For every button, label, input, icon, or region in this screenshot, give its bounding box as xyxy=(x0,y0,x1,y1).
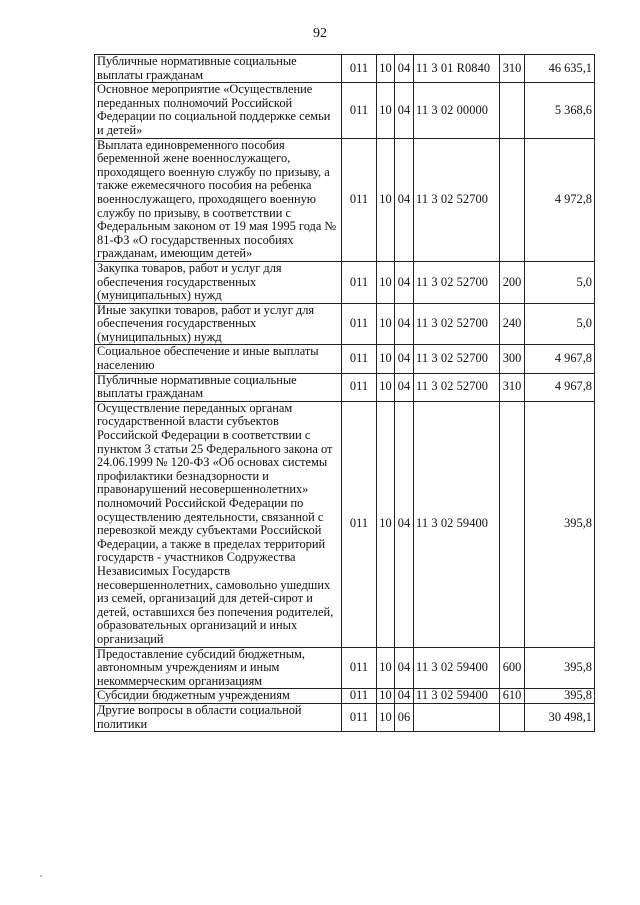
subsection-code: 04 xyxy=(395,401,414,647)
table-row xyxy=(95,345,595,373)
row-name: Основное мероприятие «Осуществление переданных полномочий Российской Федерации по социальной поддержке семьи и детей» xyxy=(95,83,342,138)
section-code: 10 xyxy=(377,647,395,689)
row-name: Выплата единовременного пособия беременной жене военнослужащего, проходящего военную службу по призыву, а также ежемесячного пособия на ребенка военнослужащего, проходящего военную службу по призыву, в соответствии с Федеральным законом от 19 мая 1995 года № 81-ФЗ «О государственных пособиях гражданам, имеющим детей» xyxy=(95,138,342,261)
amount: 46 635,1 xyxy=(525,55,595,83)
target-article-code: 11 3 02 52700 xyxy=(414,373,500,401)
subsection-code: 04 xyxy=(395,261,414,303)
target-article-code: 11 3 02 59400 xyxy=(414,689,500,704)
table-row xyxy=(95,703,595,731)
amount: 4 972,8 xyxy=(525,138,595,261)
row-name: Иные закупки товаров, работ и услуг для обеспечения государственных (муниципальных) нужд xyxy=(95,303,342,345)
amount: 4 967,8 xyxy=(525,373,595,401)
ministry-code: 011 xyxy=(342,703,377,731)
subsection-code: 04 xyxy=(395,55,414,83)
ministry-code: 011 xyxy=(342,345,377,373)
ministry-code: 011 xyxy=(342,373,377,401)
section-code: 10 xyxy=(377,689,395,704)
expense-type-code xyxy=(500,703,525,731)
subsection-code: 06 xyxy=(395,703,414,731)
amount: 5 368,6 xyxy=(525,83,595,138)
target-article-code xyxy=(414,703,500,731)
section-code: 10 xyxy=(377,401,395,647)
target-article-code: 11 3 02 59400 xyxy=(414,647,500,689)
expense-type-code: 610 xyxy=(500,689,525,704)
subsection-code: 04 xyxy=(395,373,414,401)
table-row xyxy=(95,401,595,647)
row-name: Предоставление субсидий бюджетным, автономным учреждениям и иным некоммерческим организациям xyxy=(95,647,342,689)
ministry-code: 011 xyxy=(342,83,377,138)
row-name: Субсидии бюджетным учреждениям xyxy=(95,689,342,704)
amount: 395,8 xyxy=(525,689,595,704)
target-article-code: 11 3 02 52700 xyxy=(414,303,500,345)
table-row xyxy=(95,373,595,401)
section-code: 10 xyxy=(377,373,395,401)
ministry-code: 011 xyxy=(342,55,377,83)
expense-type-code: 310 xyxy=(500,55,525,83)
scan-speck xyxy=(40,875,42,877)
subsection-code: 04 xyxy=(395,647,414,689)
subsection-code: 04 xyxy=(395,689,414,704)
subsection-code: 04 xyxy=(395,83,414,138)
budget-table xyxy=(94,54,595,732)
row-name: Социальное обеспечение и иные выплаты населению xyxy=(95,345,342,373)
section-code: 10 xyxy=(377,138,395,261)
table-row xyxy=(95,138,595,261)
row-name: Закупка товаров, работ и услуг для обеспечения государственных (муниципальных) нужд xyxy=(95,261,342,303)
amount: 5,0 xyxy=(525,303,595,345)
target-article-code: 11 3 02 52700 xyxy=(414,345,500,373)
subsection-code: 04 xyxy=(395,345,414,373)
target-article-code: 11 3 01 R0840 xyxy=(414,55,500,83)
expense-type-code xyxy=(500,401,525,647)
target-article-code: 11 3 02 52700 xyxy=(414,261,500,303)
expense-type-code: 600 xyxy=(500,647,525,689)
expense-type-code xyxy=(500,83,525,138)
table-row xyxy=(95,261,595,303)
table-row xyxy=(95,303,595,345)
subsection-code: 04 xyxy=(395,138,414,261)
expense-type-code: 310 xyxy=(500,373,525,401)
ministry-code: 011 xyxy=(342,647,377,689)
table-row xyxy=(95,689,595,704)
amount: 395,8 xyxy=(525,401,595,647)
target-article-code: 11 3 02 52700 xyxy=(414,138,500,261)
section-code: 10 xyxy=(377,55,395,83)
expense-type-code xyxy=(500,138,525,261)
section-code: 10 xyxy=(377,83,395,138)
amount: 30 498,1 xyxy=(525,703,595,731)
table-row xyxy=(95,647,595,689)
section-code: 10 xyxy=(377,261,395,303)
page-number: 92 xyxy=(313,26,327,41)
target-article-code: 11 3 02 59400 xyxy=(414,401,500,647)
table-row xyxy=(95,83,595,138)
ministry-code: 011 xyxy=(342,138,377,261)
ministry-code: 011 xyxy=(342,689,377,704)
section-code: 10 xyxy=(377,345,395,373)
expense-type-code: 240 xyxy=(500,303,525,345)
subsection-code: 04 xyxy=(395,303,414,345)
row-name: Публичные нормативные социальные выплаты гражданам xyxy=(95,55,342,83)
expense-type-code: 200 xyxy=(500,261,525,303)
row-name: Осуществление переданных органам государственной власти субъектов Российской Федерации в соответствии с пунктом 3 статьи 25 Федерального закона от 24.06.1999 № 120-ФЗ «Об основах системы профилактики безнадзорности и правонарушений несовершеннолетних» полномочий Российской Федерации по осуществлению деятельности, связанной с перевозкой между субъектами Российской Федерации, а также в пределах территорий государств - участников Содружества Независимых Государств несовершеннолетних, самовольно ушедших из семей, организаций для детей-сирот и детей, оставшихся без попечения родителей, образовательных организаций и иных организаций xyxy=(95,401,342,647)
row-name: Другие вопросы в области социальной политики xyxy=(95,703,342,731)
table-row xyxy=(95,55,595,83)
amount: 4 967,8 xyxy=(525,345,595,373)
target-article-code: 11 3 02 00000 xyxy=(414,83,500,138)
expense-type-code: 300 xyxy=(500,345,525,373)
section-code: 10 xyxy=(377,703,395,731)
amount: 395,8 xyxy=(525,647,595,689)
ministry-code: 011 xyxy=(342,303,377,345)
ministry-code: 011 xyxy=(342,401,377,647)
amount: 5,0 xyxy=(525,261,595,303)
row-name: Публичные нормативные социальные выплаты гражданам xyxy=(95,373,342,401)
ministry-code: 011 xyxy=(342,261,377,303)
section-code: 10 xyxy=(377,303,395,345)
